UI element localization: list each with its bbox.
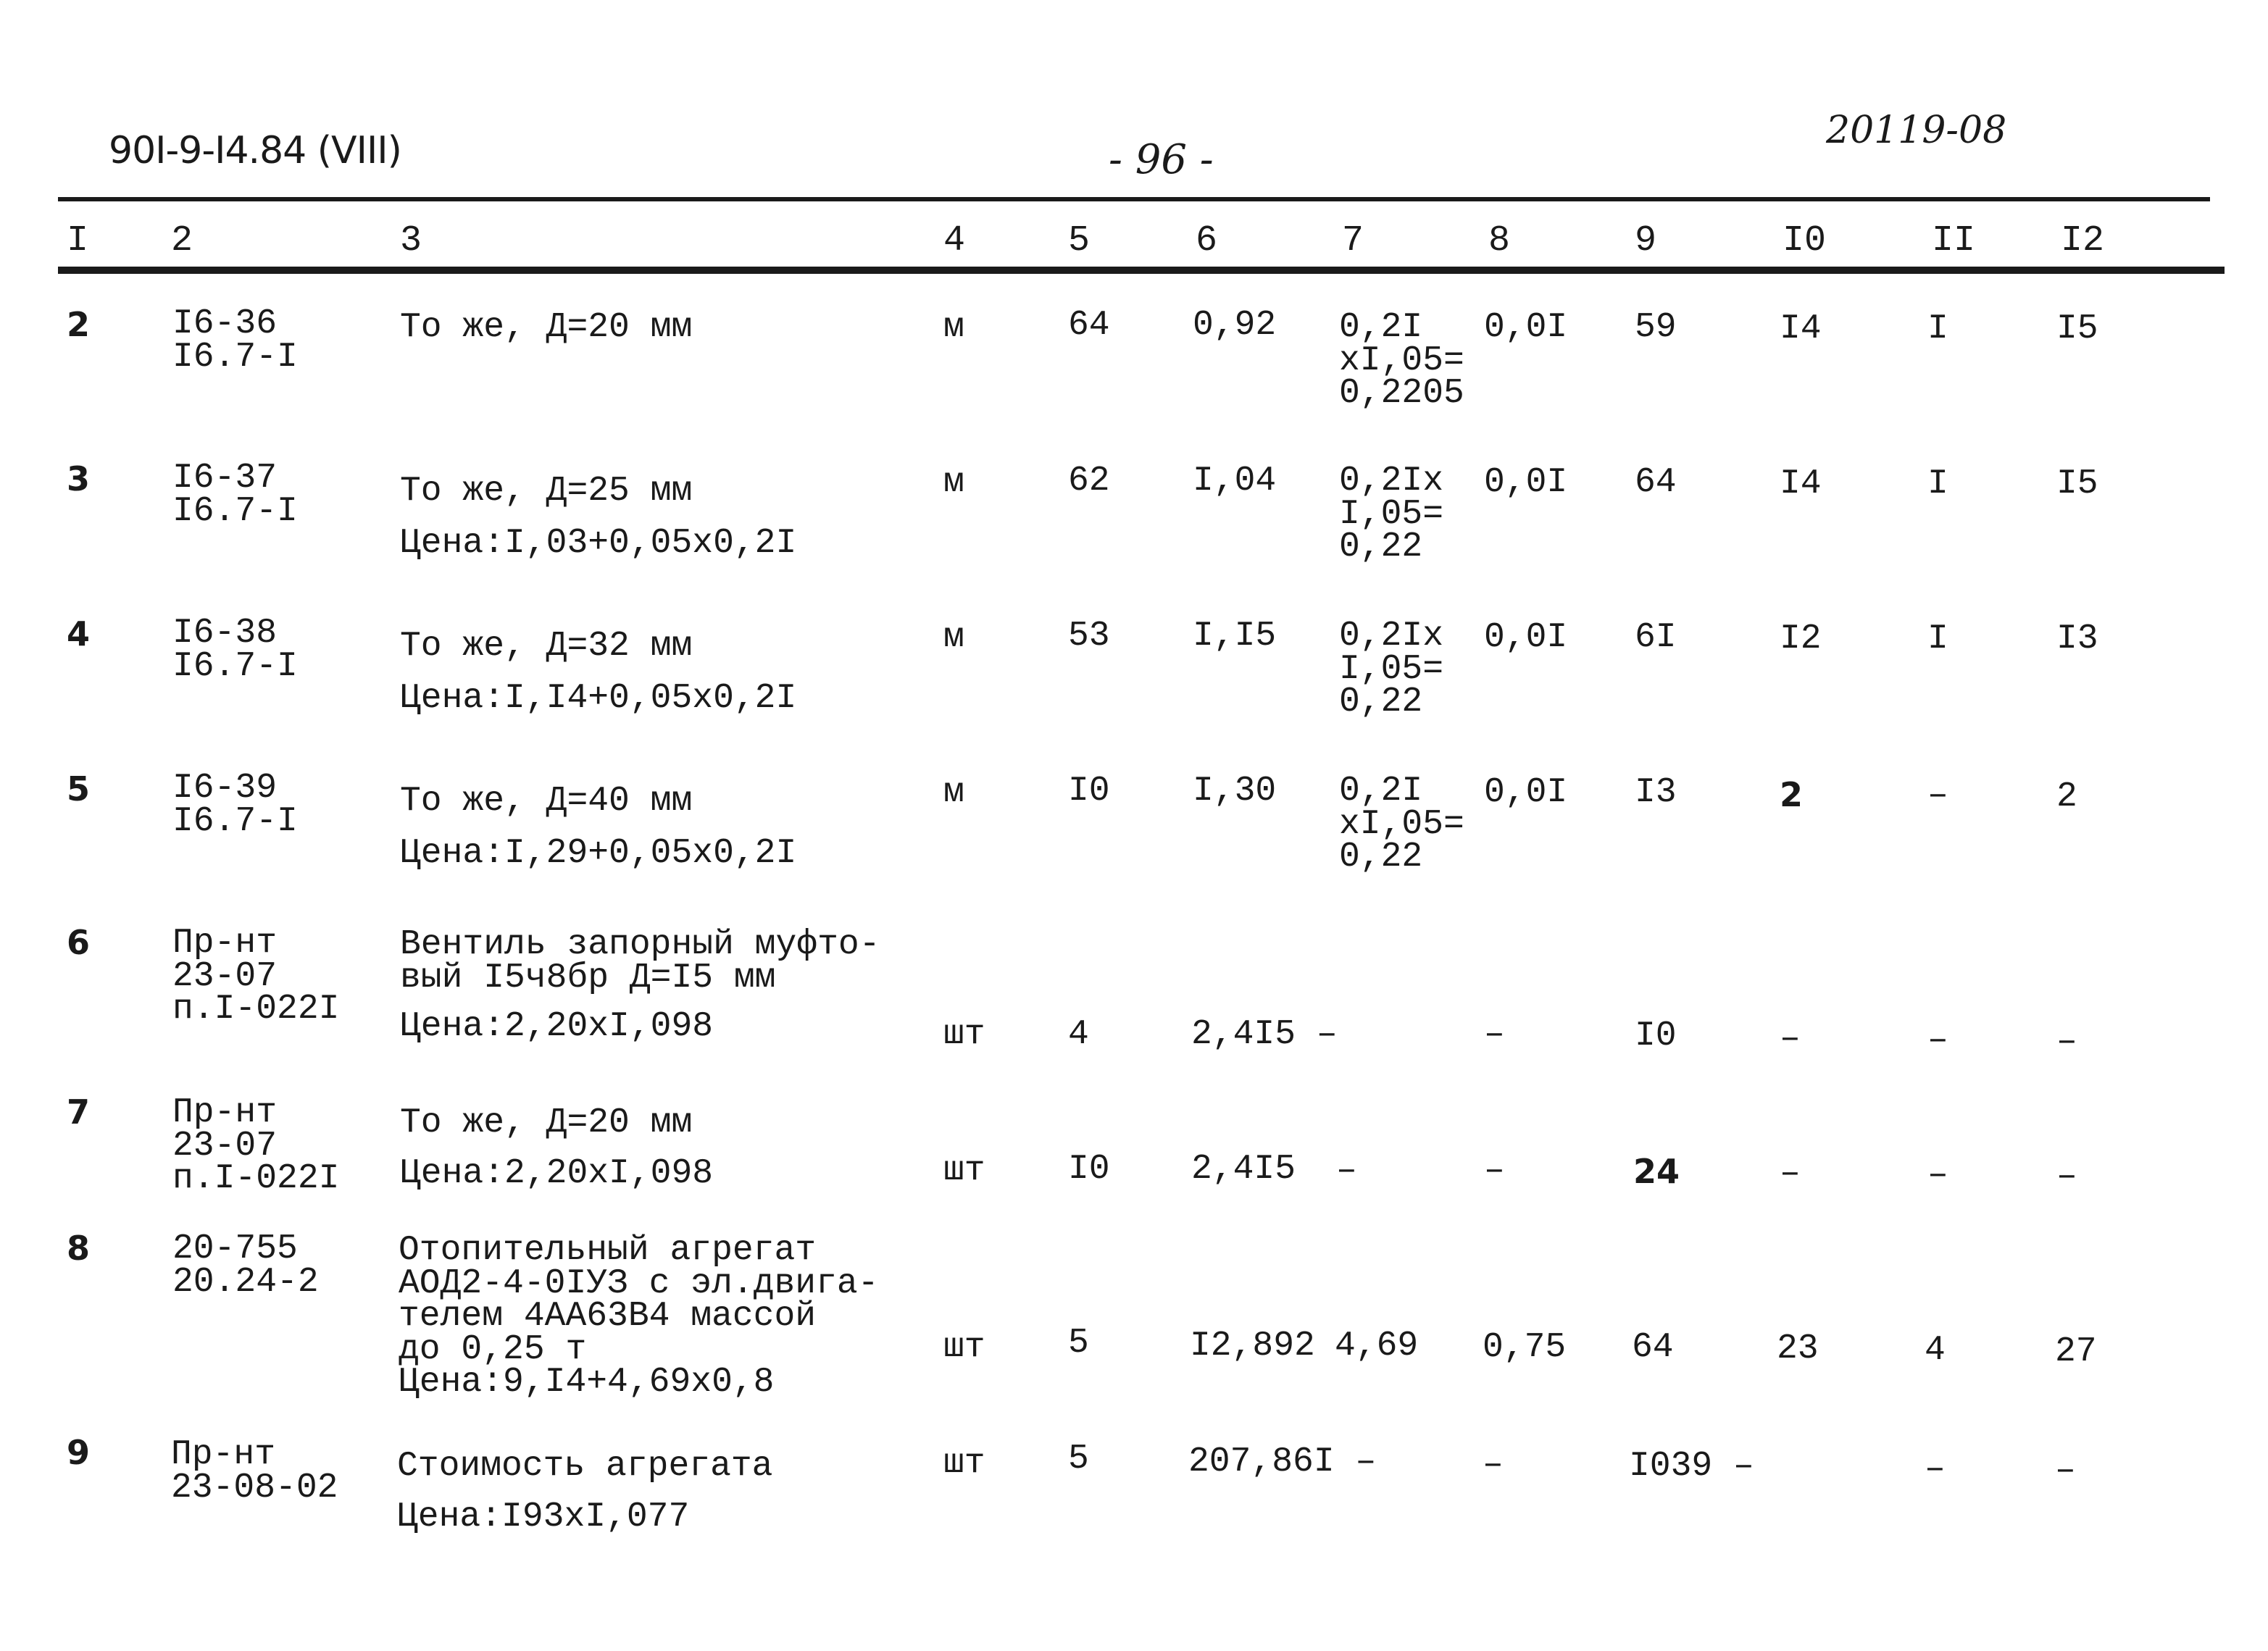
column-header-2: 2 [171,220,193,262]
code-cell: Пр-нт 23-07 п.I-022I [172,1093,340,1199]
price-cell: 2,4I5 [1191,1150,1296,1189]
quantity-cell: 64 [1068,306,1110,345]
top-rule [58,197,2210,201]
code-cell: I6-37 I6.7-I [172,459,298,531]
column-10-cell: 23 [1777,1329,1819,1368]
column-11-cell: I [1927,619,1948,659]
column-10-cell: – [1780,1154,1801,1193]
column-8-cell: – [1484,1015,1505,1054]
row-number: 2 [67,305,91,344]
column-10-cell: 2 [1780,775,1804,814]
description-cell: То же, Д=32 мм Цена:I,I4+0,05x0,2I [400,627,797,718]
column-8-cell: 0,0I [1484,463,1568,502]
column-10-cell: I2 [1780,619,1822,659]
column-11-cell: – [1927,1155,1948,1195]
column-9-cell: 24 [1633,1152,1680,1191]
column-8-cell: 0,0I [1484,773,1568,812]
unit-cell: м [943,463,964,502]
page-number: - 96 - [1109,136,1214,183]
column-header-5: 5 [1068,220,1091,262]
quantity-cell: I0 [1068,1150,1110,1189]
column-9-cell: 64 [1635,463,1677,502]
column-11-cell: – [1927,776,1948,815]
description-cell: То же, Д=20 мм [400,308,693,347]
code-cell: Пр-нт 23-07 п.I-022I [172,924,340,1029]
price-cell: I,30 [1193,772,1277,811]
quantity-cell: I0 [1068,772,1110,811]
column-12-cell: I3 [2056,619,2098,659]
column-9-cell: I0 [1635,1016,1677,1056]
column-12-cell: – [2056,1157,2077,1196]
description-cell: Вентиль запорный муфто- вый I5ч8бр Д=I5 мм Цена:2,20xI,098 [400,925,880,1047]
column-header-4: 4 [943,220,966,262]
column-8-cell: 0,0I [1484,308,1568,347]
row-number: 6 [67,923,91,962]
price-cell: I,04 [1193,461,1277,501]
column-10-cell: I4 [1780,309,1822,348]
code-cell: I6-38 I6.7-I [172,614,298,686]
code-cell: 20-755 20.24-2 [172,1229,319,1302]
quantity-cell: 5 [1068,1324,1089,1363]
description-cell: То же, Д=25 мм Цена:I,03+0,05x0,2I [400,472,797,563]
price-cell: I2,892 [1190,1326,1315,1366]
column-11-cell: I [1927,464,1948,503]
column-header-8: 8 [1488,220,1511,262]
column-11-cell: – [1925,1450,1946,1489]
price-cell: 0,92 [1193,306,1277,345]
column-11-cell: I [1927,309,1948,348]
quantity-cell: 5 [1068,1439,1089,1479]
unit-cell: шт [943,1328,985,1367]
column-9-cell: 64 [1632,1328,1674,1367]
code-cell: I6-36 I6.7-I [172,304,298,377]
document-code: 90I-9-I4.84 (VIII) [109,129,401,172]
unit-cell: шт [943,1015,985,1054]
unit-cell: м [943,618,964,657]
column-11-cell: 4 [1925,1331,1946,1370]
column-12-cell: I5 [2056,309,2098,348]
unit-cell: м [943,308,964,347]
column-7-cell: 0,2Ix I,05= 0,22 [1339,616,1444,722]
quantity-cell: 53 [1068,616,1110,656]
column-header-10: I0 [1783,220,1827,262]
column-12-cell: 2 [2056,777,2077,816]
column-header-12: I2 [2061,220,2105,262]
unit-cell: шт [943,1444,985,1483]
column-9-cell: I3 [1635,773,1677,812]
column-8-cell: – [1483,1445,1504,1484]
unit-cell: м [943,773,964,812]
header-rule [58,267,2225,274]
column-7-cell: 0,2I xI,05= 0,2205 [1339,308,1464,414]
column-9-cell: I039 – [1629,1447,1754,1486]
unit-cell: шт [943,1151,985,1190]
column-8-cell: – [1484,1151,1505,1190]
column-header-11: II [1932,220,1976,262]
code-cell: I6-39 I6.7-I [172,769,298,841]
column-11-cell: – [1927,1021,1948,1060]
description-cell: То же, Д=40 мм Цена:I,29+0,05x0,2I [400,782,797,873]
column-7-cell: 4,69 [1335,1326,1419,1366]
description-cell: Отопительный агрегат АОД2-4-0IУЗ с эл.двига- телем 4АА63В4 массой до 0,25 т Цена:9,I4+4,69x0,8 [399,1231,879,1403]
quantity-cell: 4 [1068,1015,1089,1054]
handwritten-stamp: 20119-08 [1826,109,2007,152]
column-10-cell: – [1780,1019,1801,1058]
column-8-cell: 0,0I [1484,618,1568,657]
column-12-cell: 27 [2055,1332,2097,1371]
column-header-6: 6 [1196,220,1218,262]
column-12-cell: I5 [2056,464,2098,503]
quantity-cell: 62 [1068,461,1110,501]
column-7-cell: 0,2Ix I,05= 0,22 [1339,461,1444,567]
description-cell: Стоимость агрегата Цена:I93xI,077 [397,1447,773,1537]
column-header-9: 9 [1635,220,1657,262]
row-number: 5 [67,769,91,808]
column-7-cell: 0,2I xI,05= 0,22 [1339,772,1464,877]
description-cell: То же, Д=20 мм Цена:2,20xI,098 [400,1103,714,1193]
column-9-cell: 6I [1635,618,1677,657]
code-cell: Пр-нт 23-08-02 [171,1435,338,1508]
row-number: 9 [67,1433,91,1472]
row-number: 8 [67,1229,91,1268]
column-9-cell: 59 [1635,308,1677,347]
row-number: 4 [67,614,91,653]
column-header-3: 3 [400,220,422,262]
price-cell: 2,4I5 – [1191,1015,1338,1054]
column-12-cell: – [2056,1022,2077,1061]
column-10-cell: I4 [1780,464,1822,503]
column-7-cell: – [1336,1151,1357,1190]
price-cell: 207,86I – [1188,1442,1377,1481]
row-number: 7 [67,1092,91,1132]
column-header-7: 7 [1342,220,1364,262]
row-number: 3 [67,459,91,498]
price-cell: I,I5 [1193,616,1277,656]
column-8-cell: 0,75 [1483,1328,1567,1367]
column-12-cell: – [2055,1451,2076,1490]
column-header-1: I [67,220,89,262]
